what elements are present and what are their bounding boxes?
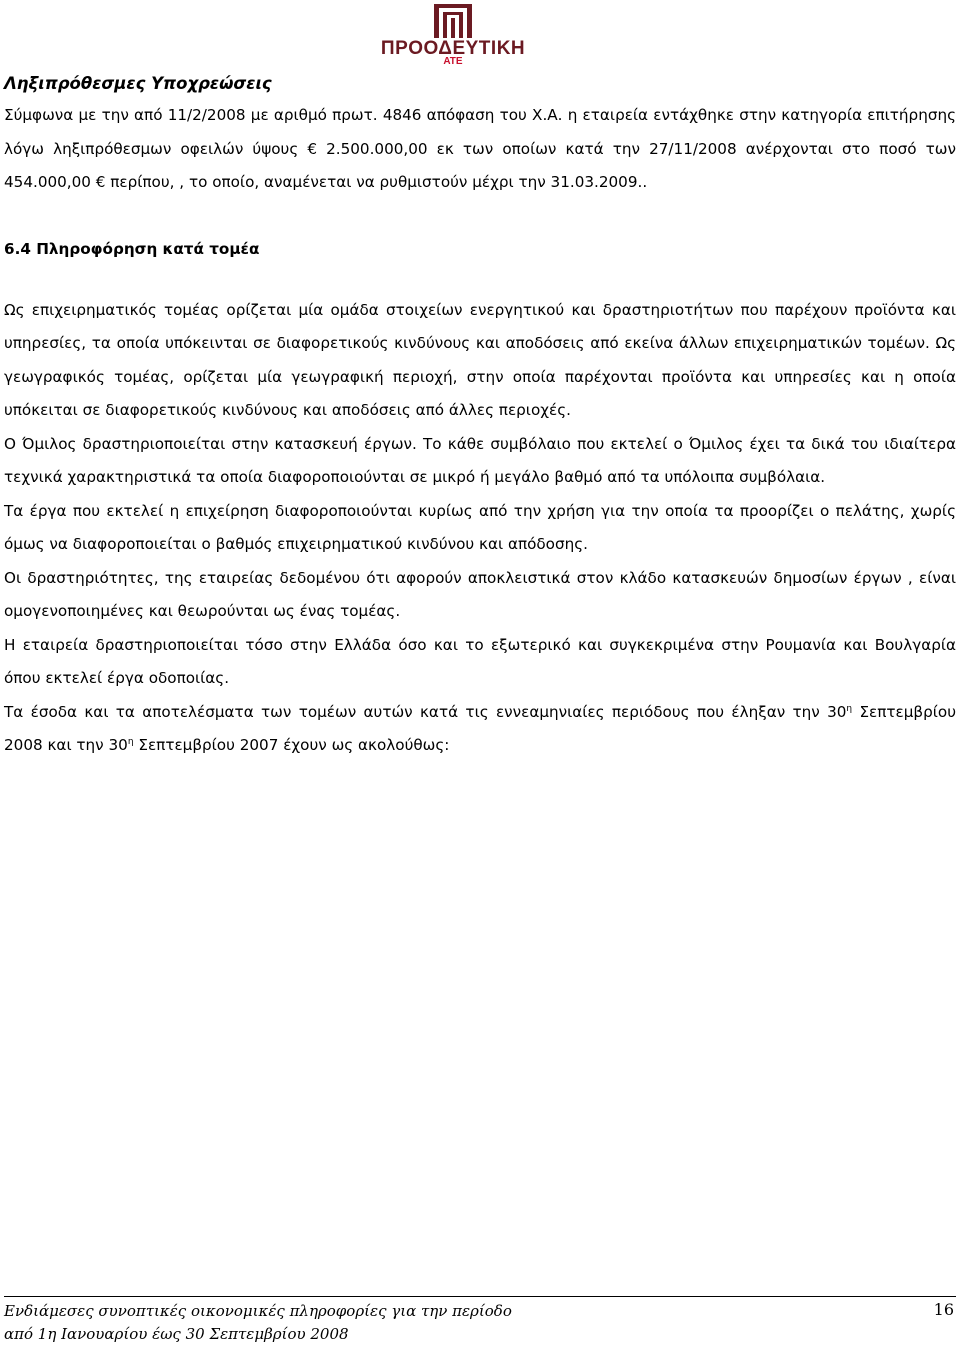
paragraph-geography: Η εταιρεία δραστηριοποιείται τόσο στην Ελλάδα όσο και το εξωτερικό και συγκεκριμένα στην Ρουμανία και Βουλγαρία όπου εκτελεί έργα οδοποιίας. [4, 635, 956, 687]
page-footer [4, 1296, 956, 1346]
footer-line-2: από 1η Ιανουαρίου έως 30 Σεπτεμβρίου 2008 [4, 1325, 349, 1343]
footer-text [4, 1300, 956, 1346]
paragraph-group-activity: Ο Όμιλος δραστηριοποιείται στην κατασκευή έργων. Το κάθε συμβόλαιο που εκτελεί ο Όμιλος έχει τα δικά του ιδιαίτερα τεχνικά χαρακτηριστικά τα οποία διαφοροποιούνται σε μικρό ή μεγάλο βαθμό από τα υπόλοιπα συμβόλαια. [4, 434, 956, 486]
paragraph-overdue-liabilities: Σύμφωνα με την από 11/2/2008 με αριθμό πρωτ. 4846 απόφαση του Χ.Α. η εταιρεία εντάχθηκε στην κατηγορία επιτήρησης λόγω ληξιπρόθεσμων οφειλών ύψους € 2.500.000,00 εκ των οποίων κατά την 27/11/2008 ανέρχονται στο ποσό των 454.000,00 € περίπου, , το οποίο, αναμένεται να ρυθμιστούν μέχρι την 31.03.2009.. [4, 106, 956, 191]
paragraph-projects: Τα έργα που εκτελεί η επιχείρηση διαφοροποιούνται κυρίως από την χρήση για την οποία τα προορίζει ο πελάτης, χωρίς όμως να διαφοροποιείται ο βαθμός επιχειρηματικού κινδύνου και απόδοσης. [4, 501, 956, 553]
section-heading-segment-info: 6.4 Πληροφόρηση κατά τομέα [4, 239, 260, 258]
revenues-text-3: Σεπτεμβρίου 2007 έχουν ως ακολούθως: [133, 736, 450, 754]
revenues-text-1: Τα έσοδα και τα αποτελέσματα των τομέων αυτών κατά τις εννεαμηνιαίες περιόδους που έληξαν την 30 [4, 702, 847, 721]
logo-name: ΠΡΟΟΔΕΥΤΙΚΗ [380, 38, 526, 59]
revenues-superscript-2: η [127, 737, 134, 747]
logo-emblem-icon [434, 4, 472, 38]
paragraph-segment-definition: Ως επιχειρηματικός τομέας ορίζεται μία ομάδα στοιχείων ενεργητικού και δραστηριοτήτων που παρέχουν προϊόντα και υπηρεσίες, τα οποία υπόκεινται σε διαφορετικούς κινδύνους και αποδόσεις από εκείνα άλλων επιχειρηματικών τομέων. Ως γεωγραφικός τομέας, ορίζεται μία γεωγραφική περιοχή, στην οποία παρέχονται προϊόντα και υπηρεσίες και η οποία υπόκειται σε διαφορετικούς κινδύνους και αποδόσεις από άλλες περιοχές. [4, 300, 956, 419]
document-body [4, 68, 956, 763]
paragraph-activities: Οι δραστηριότητες, της εταιρείας δεδομένου ότι αφορούν αποκλειστικά στον κλάδο κατασκευών δημοσίων έργων , είναι ομογενοποιημένες και θεωρούνται ως ένας τομέας. [4, 568, 956, 620]
company-logo [348, 4, 558, 66]
footer-divider [4, 1296, 956, 1297]
paragraph-revenues [4, 696, 956, 763]
page-number: 16 [933, 1300, 954, 1319]
revenues-text-2: Σεπτεμβρίου 2008 και την 30 [4, 702, 956, 754]
footer-line-1: Ενδιάμεσες συνοπτικές οικονομικές πληροφορίες για την περίοδο [4, 1302, 512, 1320]
revenues-superscript-1: η [846, 703, 853, 714]
section-heading-overdue-liabilities: Ληξιπρόθεσμες Υποχρεώσεις [4, 74, 272, 93]
logo-subtitle: ΑΤΕ [443, 56, 463, 67]
